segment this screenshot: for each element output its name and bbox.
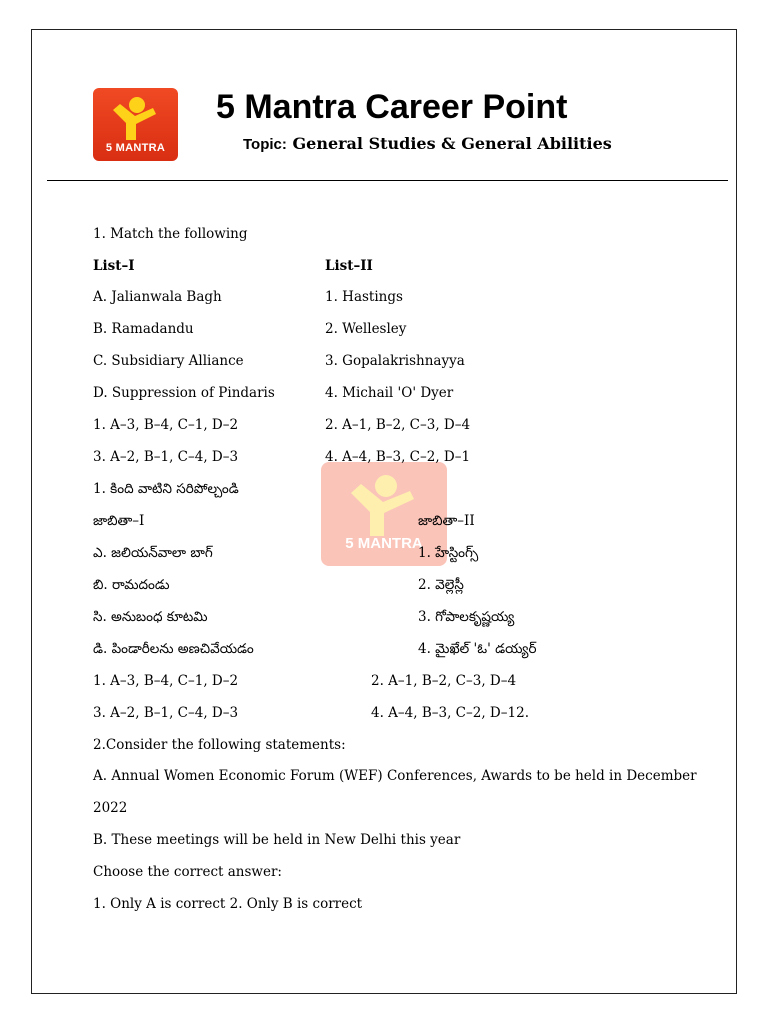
q1-te-row-right: 3. గోపాలకృష్ణయ్య bbox=[418, 609, 515, 625]
q1-option: 3. A–2, B–1, C–4, D–3 bbox=[93, 449, 239, 465]
q1-te-row-right: 2. వెల్లెస్లీ bbox=[418, 577, 464, 593]
q2-prompt: 2.Consider the following statements: bbox=[93, 737, 346, 753]
q1-te-option: 2. A–1, B–2, C–3, D–4 bbox=[371, 673, 517, 689]
logo-text: 5 MANTRA bbox=[105, 142, 166, 154]
q1-list1-header: List–I bbox=[93, 258, 135, 274]
q1-row-right: 4. Michail 'O' Dyer bbox=[325, 385, 454, 401]
q1-te-row-left: ఎ. జలియన్‌వాలా బాగ్ bbox=[93, 545, 213, 561]
q1-row-right: 3. Gopalakrishnayya bbox=[325, 353, 465, 369]
q2-statement-b: B. These meetings will be held in New Delhi this year bbox=[93, 832, 461, 848]
q1-row-right: 2. Wellesley bbox=[325, 321, 407, 337]
q1-option: 1. A–3, B–4, C–1, D–2 bbox=[93, 417, 239, 433]
q1-row-left: D. Suppression of Pindaris bbox=[93, 385, 275, 401]
q1-row-left: B. Ramadandu bbox=[93, 321, 194, 337]
q1-row-left: A. Jalianwala Bagh bbox=[93, 289, 222, 305]
q1-te-row-left: డి. పిండారీలను అణచివేయడం bbox=[93, 641, 254, 657]
q1-prompt: 1. Match the following bbox=[93, 226, 248, 242]
q2-statement-a: A. Annual Women Economic Forum (WEF) Conferences, Awards to be held in December bbox=[93, 768, 697, 784]
q1-te-row-right: 4. మైఖేల్ 'ఓ' డయ్యర్ bbox=[418, 641, 537, 657]
watermark-text: 5 MANTRA bbox=[345, 535, 423, 552]
q1-te-prompt: 1. కింది వాటిని సరిపోల్చండి bbox=[93, 481, 239, 497]
page-title: 5 Mantra Career Point bbox=[216, 88, 568, 126]
logo bbox=[93, 88, 178, 161]
q1-te-row-left: బి. రామదండు bbox=[93, 577, 170, 593]
q2-options: 1. Only A is correct 2. Only B is correct bbox=[93, 896, 363, 912]
q1-te-list1-header: జాబితా–I bbox=[93, 513, 145, 529]
q1-te-list2-header: జాబితా–II bbox=[418, 513, 475, 529]
topic-line bbox=[243, 134, 612, 153]
q1-te-row-right: 1. హేస్టింగ్స్ bbox=[418, 545, 479, 561]
q1-te-row-left: సి. అనుబంధ కూటమి bbox=[93, 609, 208, 625]
q1-te-option: 4. A–4, B–3, C–2, D–12. bbox=[371, 705, 529, 721]
topic-label: Topic: bbox=[243, 136, 287, 153]
topic-value: General Studies & General Abilities bbox=[292, 134, 612, 153]
q1-option: 2. A–1, B–2, C–3, D–4 bbox=[325, 417, 471, 433]
q2-statement-a-cont: 2022 bbox=[93, 800, 128, 816]
q1-te-option: 3. A–2, B–1, C–4, D–3 bbox=[93, 705, 239, 721]
header-divider bbox=[47, 180, 728, 181]
q1-row-left: C. Subsidiary Alliance bbox=[93, 353, 244, 369]
q1-list2-header: List–II bbox=[325, 258, 373, 274]
q1-row-right: 1. Hastings bbox=[325, 289, 403, 305]
q1-te-option: 1. A–3, B–4, C–1, D–2 bbox=[93, 673, 239, 689]
q2-instruction: Choose the correct answer: bbox=[93, 864, 282, 880]
q1-option: 4. A–4, B–3, C–2, D–1 bbox=[325, 449, 471, 465]
